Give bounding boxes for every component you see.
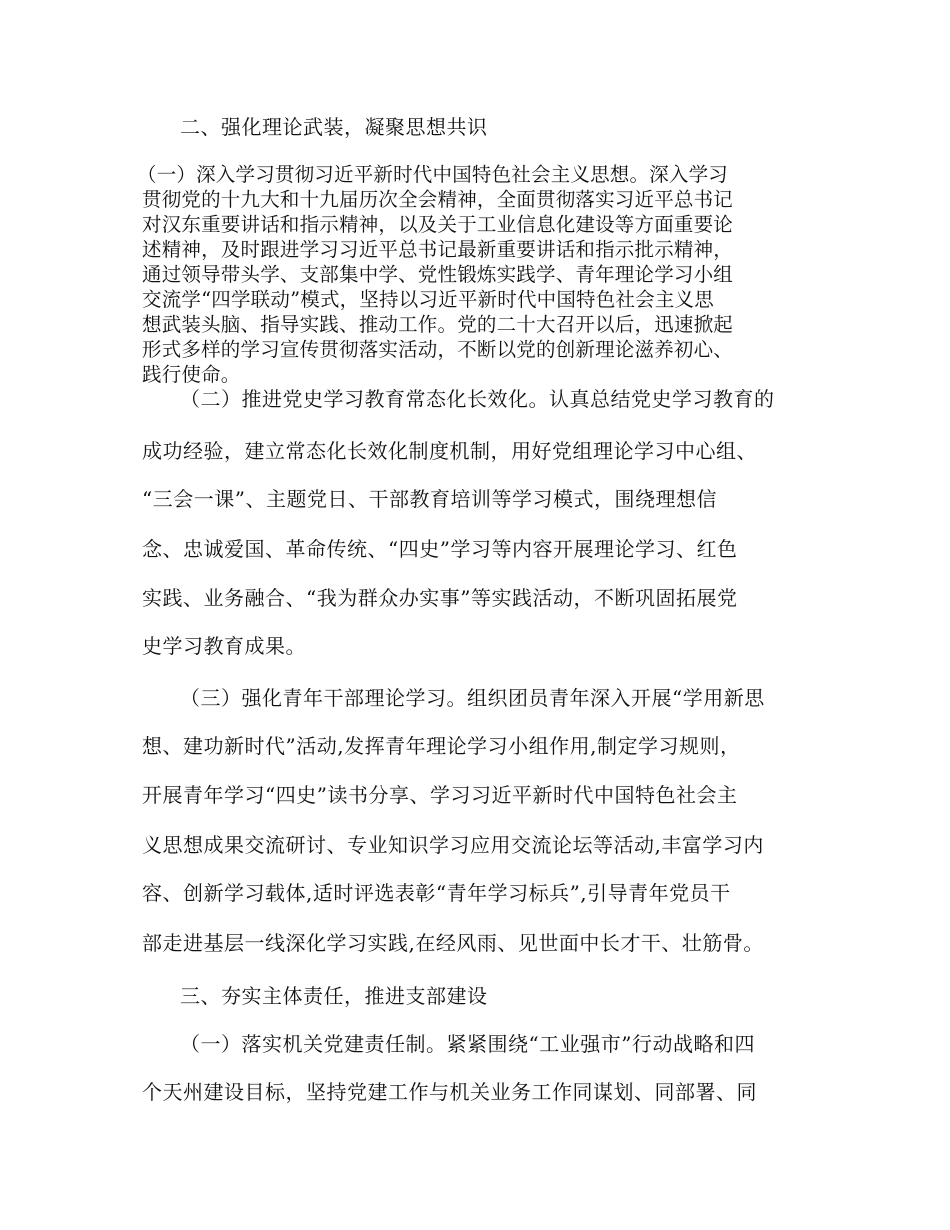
paragraph-line: 形式多样的学习宣传贯彻落实活动，不断以党的创新理论滋养初心、: [142, 338, 734, 361]
paragraph-line: （一）深入学习贯彻习近平新时代中国特色社会主义思想。深入学习: [137, 163, 729, 186]
paragraph-line: 对汉东重要讲话和指示精神，以及关于工业信息化建设等方面重要论: [142, 213, 734, 236]
paragraph-line: 念、忠诚爱国、革命传统、“四史”学习等内容开展理论学习、红色: [142, 537, 738, 561]
paragraph-line: 义思想成果交流研讨、专业知识学习应用交流论坛等活动,丰富学习内: [142, 833, 764, 857]
paragraph-line: 成功经验，建立常态化长效化制度机制，用好党组理论学习中心组、: [142, 439, 757, 463]
paragraph-line: 通过领导带头学、支部集中学、党性锻炼实践学、青年理论学习小组: [142, 263, 734, 286]
paragraph-line: 践行使命。: [142, 363, 241, 386]
paragraph-line: 部走进基层一线深化学习实践,在经风雨、见世面中长才干、壮筋骨。: [142, 931, 764, 955]
section-heading-3: 三、夯实主体责任，推进支部建设: [180, 984, 488, 1008]
paragraph-line: 贯彻党的十九大和十九届历次全会精神，全面贯彻落实习近平总书记: [142, 188, 734, 211]
paragraph-line: 想、建功新时代”活动,发挥青年理论学习小组作用,制定学习规则，: [142, 734, 741, 758]
paragraph-line: 史学习教育成果。: [142, 634, 306, 658]
paragraph-line: 容、创新学习载体,适时评选表彰“青年学习标兵”,引导青年党员干: [142, 881, 731, 905]
paragraph-line: 开展青年学习“四史”读书分享、学习习近平新时代中国特色社会主: [142, 783, 738, 807]
paragraph-line: 个天州建设目标，坚持党建工作与机关业务工作同谋划、同部署、同: [142, 1080, 757, 1104]
paragraph-line: 述精神，及时跟进学习习近平总书记最新重要讲话和指示批示精神，: [142, 238, 734, 261]
paragraph-line: （一）落实机关党建责任制。紧紧围绕“工业强市”行动战略和四: [180, 1032, 755, 1056]
paragraph-line: 实践、业务融合、“我为群众办实事”等实践活动，不断巩固拓展党: [142, 586, 738, 610]
paragraph-line: 想武装头脑、指导实践、推动工作。党的二十大召开以后，迅速掀起: [142, 313, 734, 336]
paragraph-line: （三）强化青年干部理论学习。组织团员青年深入开展“学用新思: [180, 686, 765, 710]
paragraph-line: 交流学“四学联动”模式，坚持以习近平新时代中国特色社会主义思: [142, 288, 714, 311]
section-heading-2: 二、强化理论武装，凝聚思想共识: [180, 115, 488, 139]
paragraph-line: （二）推进党史学习教育常态化长效化。认真总结党史学习教育的: [180, 387, 775, 411]
paragraph-line: “三会一课”、主题党日、干部教育培训等学习模式，围绕理想信: [142, 487, 717, 511]
